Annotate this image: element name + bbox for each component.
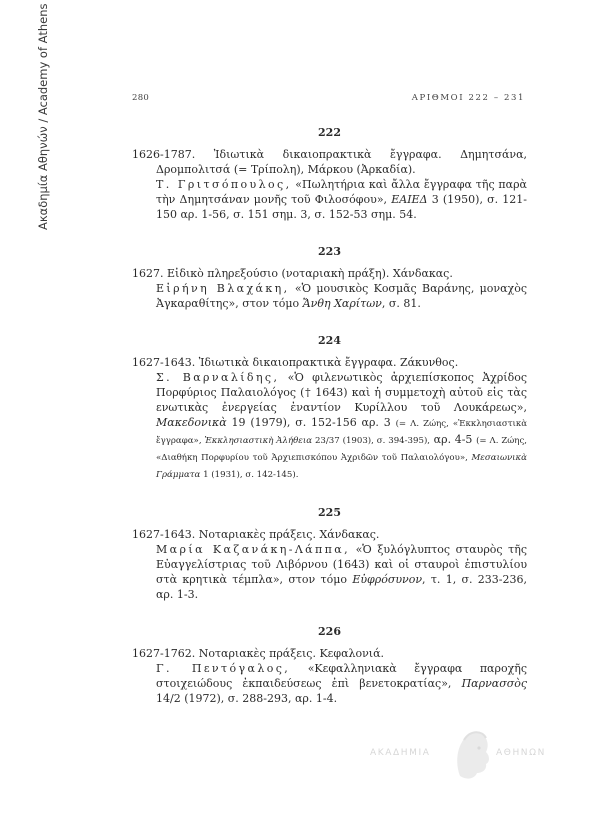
reference-details: , τ. 1, σ. 233-236, αρ. 1-3. — [156, 573, 528, 601]
reference-author: Γ. Πεντόγαλος, — [156, 662, 291, 675]
reference-author: Μαρία Καζανάκη-Λάππα, — [156, 543, 350, 556]
reference-author: Τ. Γριτσόπουλος, — [156, 178, 292, 191]
reference-title: «Ὁ μουσικὸς Κοσμᾶς Βαράνης, μοναχὸς Ἀγκαραθίτης», στον τόμο — [156, 282, 527, 310]
entries-list — [132, 126, 527, 729]
reference-journal: Εὐφρόσυνον — [352, 573, 423, 586]
entry-heading: 1627-1643. Νοταριακὲς πράξεις. Χάνδακας. — [132, 528, 380, 541]
entry-number: 224 — [318, 334, 341, 347]
academy-watermark — [370, 722, 570, 782]
reference-journal: Παρνασσὸς — [461, 677, 527, 690]
reference-details: , σ. 81. — [381, 297, 421, 310]
reference-details: 3 (1950), σ. 121-150 αρ. 1-56, σ. 151 σημ. 3, σ. 152-53 σημ. 54. — [156, 193, 528, 221]
note-journal: Μεσαιωνικὰ Γράμματα — [156, 453, 527, 480]
entry-223 — [132, 245, 527, 311]
note-text: (= Λ. Ζώης, «Ἐκκλησιαστικὰ ἔγγραφα», — [156, 419, 527, 446]
entry-number: 222 — [318, 126, 341, 139]
entry-number: 223 — [318, 245, 341, 258]
running-head — [132, 93, 525, 103]
page-number: 280 — [132, 93, 150, 103]
entry-reference — [132, 281, 527, 311]
side-note-text: Ακαδημία Αθηνών / Academy of Athens — [36, 3, 50, 230]
watermark-right-text: ΑΘΗΝΩΝ — [496, 748, 546, 758]
reference-title: «Ὁ ξυλόγλυπτος σταυρὸς τῆς Εὐαγγελίστριας τοῦ Λιβόρνου (1643) καὶ οἱ σταυροὶ ἐπιστυλίου στὰ κρητικὰ τέμπλα», στον τόμο — [156, 543, 527, 586]
entry-reference — [132, 177, 527, 222]
reference-title: «Ὁ φιλενωτικὸς ἀρχιεπίσκοπος Ἀχρίδος Πορφύριος Παλαιολόγος († 1643) καὶ ἡ συμμετοχὴ αὐτοῦ εἰς τὰς ενωτικὰς ἐνεργείας ἐναντίον Κυρίλλου τοῦ Λουκάρεως», — [156, 371, 528, 414]
entry-heading: 1627-1643. Ἰδιωτικὰ δικαιοπρακτικὰ ἔγγραφα. Ζάκυνθος. — [132, 356, 459, 369]
reference-title: «Πωλητήρια καὶ ἄλλα ἔγγραφα τῆς παρὰ τὴν Δημητσάναν μονῆς τοῦ Φιλοσόφου», — [156, 178, 527, 206]
entry-reference — [132, 370, 527, 483]
entry-225 — [132, 506, 527, 602]
reference-details: αρ. 4-5 — [430, 433, 477, 446]
note-details: 23/37 (1903), σ. 394-395), — [312, 436, 431, 446]
entry-222 — [132, 126, 527, 222]
note-journal: Ἐκκλησιαστικὴ Ἀλήθεια — [204, 436, 313, 446]
reference-author: Εἰρήνη Βλαχάκη, — [156, 282, 290, 295]
entry-reference — [132, 542, 527, 602]
entry-number: 226 — [318, 625, 341, 638]
entry-reference — [132, 661, 527, 706]
reference-title: «Κεφαλληνιακὰ ἔγγραφα παροχῆς στοιχειώδους ἐκπαιδεύσεως ἐπὶ βενετοκρατίας», — [156, 662, 527, 690]
entry-224 — [132, 334, 527, 483]
entry-number: 225 — [318, 506, 341, 519]
note-details: 1 (1931), σ. 142-145). — [200, 470, 299, 480]
reference-journal: Μακεδονικὰ — [156, 416, 227, 429]
reference-journal: Ἄνθη Χαρίτων — [302, 297, 382, 310]
reference-details: 19 (1979), σ. 152-156 αρ. 3 — [226, 416, 396, 429]
entry-226 — [132, 625, 527, 706]
entry-heading: 1627-1762. Νοταριακὲς πράξεις. Κεφαλονιά. — [132, 647, 385, 660]
reference-journal: ΕΑΙΕΔ — [391, 193, 428, 206]
watermark-left-text: ΑΚΑΔΗΜΙΑ — [370, 748, 431, 758]
note-text: (= Λ. Ζώης, «Διαθήκη Πορφυρίου τοῦ Ἀρχιεπισκόπου Ἀχριδῶν τοῦ Παλαιολόγου», — [156, 436, 527, 463]
entry-heading: 1626-1787. Ἰδιωτικὰ δικαιοπρακτικὰ ἔγγραφα. Δημητσάνα, Δρομπολιτσά (= Τρίπολη), Μάρκου (Ἀρκαδία). — [132, 148, 527, 176]
entry-heading: 1627. Εἰδικὸ πληρεξούσιο (νοταριακὴ πράξη). Χάνδακας. — [132, 267, 453, 280]
side-note — [22, 3, 50, 230]
athena-head-icon — [446, 726, 494, 782]
reference-details: 14/2 (1972), σ. 288-293, αρ. 1-4. — [156, 692, 338, 705]
reference-author: Σ. Βαρναλίδης, — [156, 371, 280, 384]
section-range: ΑΡΙΘΜΟΙ 222 – 231 — [411, 93, 525, 103]
